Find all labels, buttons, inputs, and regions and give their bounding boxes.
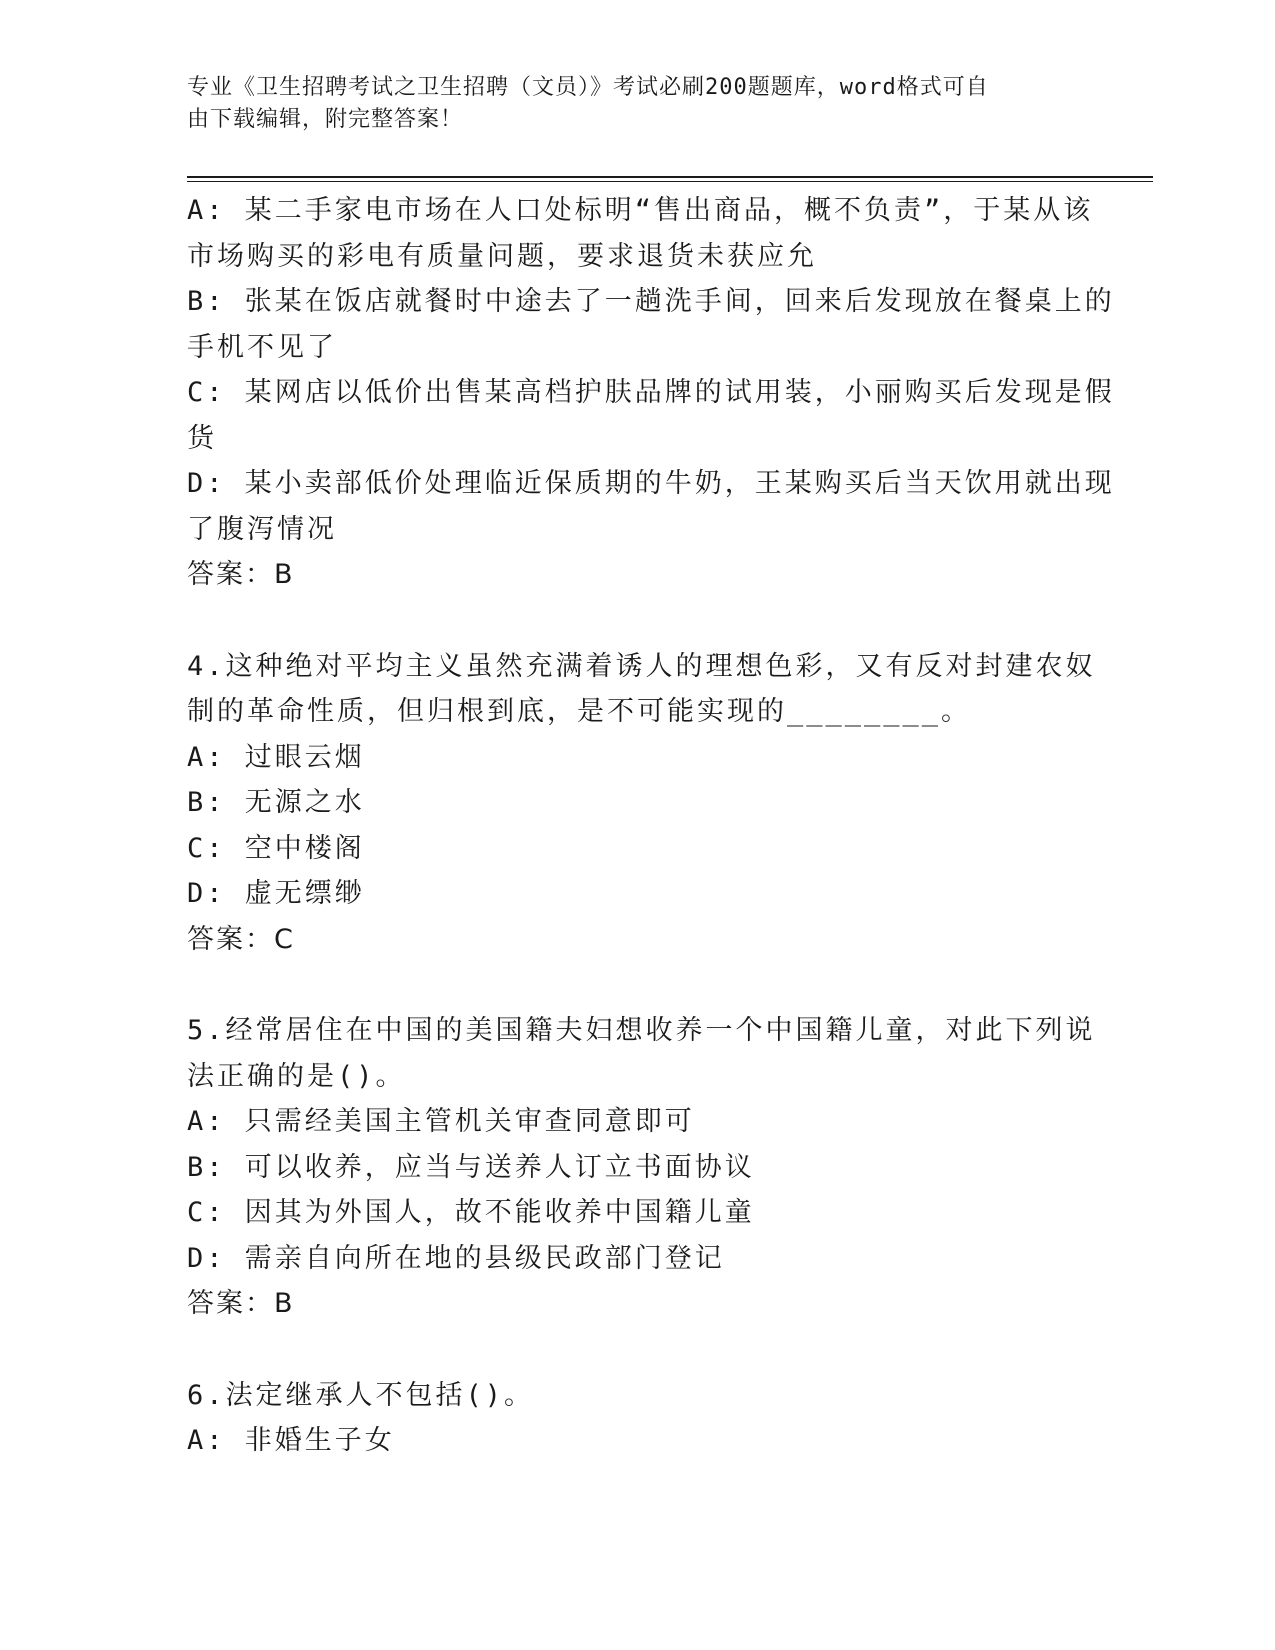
question-stem: 4.这种绝对平均主义虽然充满着诱人的理想色彩，又有反对封建农奴: [187, 650, 1096, 682]
option-d: D: 虚无缥缈: [187, 878, 365, 909]
question-4: [187, 644, 1096, 963]
spacer: [187, 962, 1087, 1008]
option-b-continued: 手机不见了: [187, 331, 337, 363]
header-line: 专业《卫生招聘考试之卫生招聘（文员）》考试必刷200题题库，word格式可自: [187, 75, 989, 100]
header-divider-thin: [187, 181, 1153, 182]
option-b: B: 张某在饭店就餐时中途去了一趟洗手间，回来后发现放在餐桌上的: [187, 286, 1115, 317]
option-d: D: 某小卖部低价处理临近保质期的牛奶，王某购买后当天饮用就出现: [187, 468, 1115, 499]
option-a: A: 只需经美国主管机关审查同意即可: [187, 1106, 695, 1137]
option-c-continued: 货: [187, 422, 217, 454]
option-c: C: 因其为外国人，故不能收养中国籍儿童: [187, 1197, 755, 1228]
option-d-continued: 了腹泻情况: [187, 513, 337, 545]
question-3: [187, 188, 1115, 598]
question-6: [187, 1373, 1087, 1464]
option-d: D: 需亲自向所在地的县级民政部门登记: [187, 1242, 725, 1274]
spacer: [187, 1327, 1087, 1373]
question-content: [187, 188, 1115, 1464]
option-c: C: 某网店以低价出售某高档护肤品牌的试用装，小丽购买后发现是假: [187, 377, 1115, 408]
spacer: [187, 598, 1087, 644]
option-c: C: 空中楼阁: [187, 832, 365, 864]
option-a: A: 过眼云烟: [187, 741, 365, 773]
option-b: B: 无源之水: [187, 787, 365, 818]
option-a: A: 非婚生子女: [187, 1425, 395, 1456]
document-header: [187, 72, 1067, 136]
option-a: A: 某二手家电市场在人口处标明“售出商品，概不负责”，于某从该: [187, 195, 1094, 226]
answer-line: 答案：B: [187, 559, 295, 590]
header-divider-thick: [187, 176, 1153, 178]
question-stem-continued: 法正确的是()。: [187, 1060, 406, 1092]
question-stem: 5.经常居住在中国的美国籍夫妇想收养一个中国籍儿童，对此下列说: [187, 1015, 1096, 1046]
option-b: B: 可以收养，应当与送养人订立书面协议: [187, 1151, 755, 1183]
answer-line: 答案：B: [187, 1288, 295, 1319]
question-stem: 6.法定继承人不包括()。: [187, 1379, 535, 1411]
question-stem-continued: 制的革命性质，但归根到底，是不可能实现的________。: [187, 696, 972, 727]
question-5: [187, 1008, 1096, 1327]
answer-line: 答案：C: [187, 923, 295, 955]
header-line: 由下载编辑，附完整答案！: [187, 107, 464, 132]
option-a-continued: 市场购买的彩电有质量问题，要求退货未获应允: [187, 240, 817, 272]
